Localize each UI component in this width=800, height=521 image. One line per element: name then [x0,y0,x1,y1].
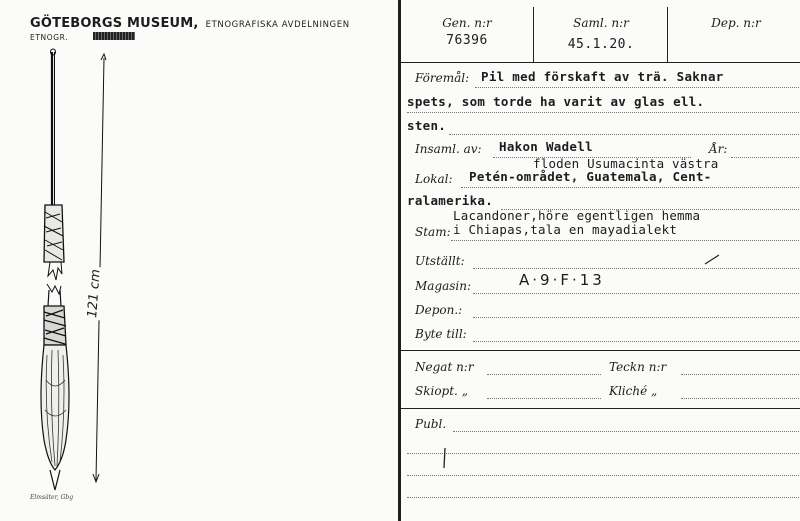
pencil-mark [441,446,449,470]
saml-label: Saml. n:r [573,16,629,30]
stam-label: Stam: [415,225,451,239]
gen-value: 76396 [446,33,488,48]
foremal-line-1: Pil med förskaft av trä. Saknar [481,69,724,84]
illustration-panel [0,0,392,521]
foremal-line-3: sten. [407,118,447,133]
foremal-line-dots-1 [475,87,799,88]
magasin-label: Magasin: [415,279,472,293]
byte-dots [473,341,799,342]
foremal-line-dots-2 [407,112,799,113]
teckn-label: Teckn n:r [609,360,667,374]
stam-above: Lacandoner,höre egentligen hemma [453,208,701,223]
depon-dots [473,317,799,318]
publ-dots-4 [407,497,799,498]
number-header [401,7,800,62]
length-annotation: 121 cm [85,268,104,319]
section-rule-2 [401,408,800,409]
magasin-value: A·9·F·13 [519,271,605,289]
saml-value: 45.1.20. [567,37,635,52]
publ-dots-3 [407,475,799,476]
skiopt-dots [487,398,601,399]
lokal-line-1: Petén-området, Guatemala, Cent- [469,169,712,184]
lokal-above: floden Usumacinta västra [533,156,719,171]
ar-label: År: [709,142,728,156]
skiopt-label: Skiopt. „ [415,384,468,398]
utstallt-dots [473,268,799,269]
catalogue-form [398,0,800,521]
artist-credit: Elmsäter, Gbg [30,494,74,501]
arrow-drawing [0,0,392,521]
museum-name: GÖTEBORGS MUSEUM, [30,16,199,31]
foremal-line-2: spets, som torde ha varit av glas ell. [407,94,705,109]
department-name: ETNOGRAFISKA AVDELNINGEN [205,20,350,30]
utstallt-label: Utställt: [415,254,465,268]
insaml-label: Insaml. av: [415,142,482,156]
publ-dots-1 [453,431,799,432]
dep-number-cell [667,7,800,62]
kliche-dots [681,398,799,399]
foremal-label: Föremål: [415,71,470,85]
byte-label: Byte till: [415,327,467,341]
gen-number-cell [401,7,533,62]
negat-label: Negat n:r [415,360,474,374]
publ-label: Publ. [415,417,447,431]
publ-dots-2 [407,453,799,454]
magasin-dots [473,293,799,294]
lokal-line-2: ralamerika. [407,193,494,208]
stam-dots [451,240,799,241]
negat-dots [487,374,601,375]
gen-label: Gen. n:r [442,16,492,30]
kliche-label: Kliché „ [609,384,658,398]
insaml-value: Hakon Wadell [499,139,593,154]
dep-label: Dep. n:r [711,16,761,30]
check-mark [703,252,723,266]
saml-number-cell [533,7,668,62]
foremal-line-dots-3 [449,134,799,135]
depon-label: Depon.: [415,303,463,317]
teckn-dots [681,374,799,375]
header-rule [401,62,800,63]
ar-dots [731,157,799,158]
lokal-dots-1 [461,187,799,188]
subdepartment: ETNOGR. [30,33,69,42]
lokal-label: Lokal: [415,172,453,186]
stam-value: i Chiapas,tala en mayadialekt [453,222,678,237]
section-rule-1 [401,350,800,351]
